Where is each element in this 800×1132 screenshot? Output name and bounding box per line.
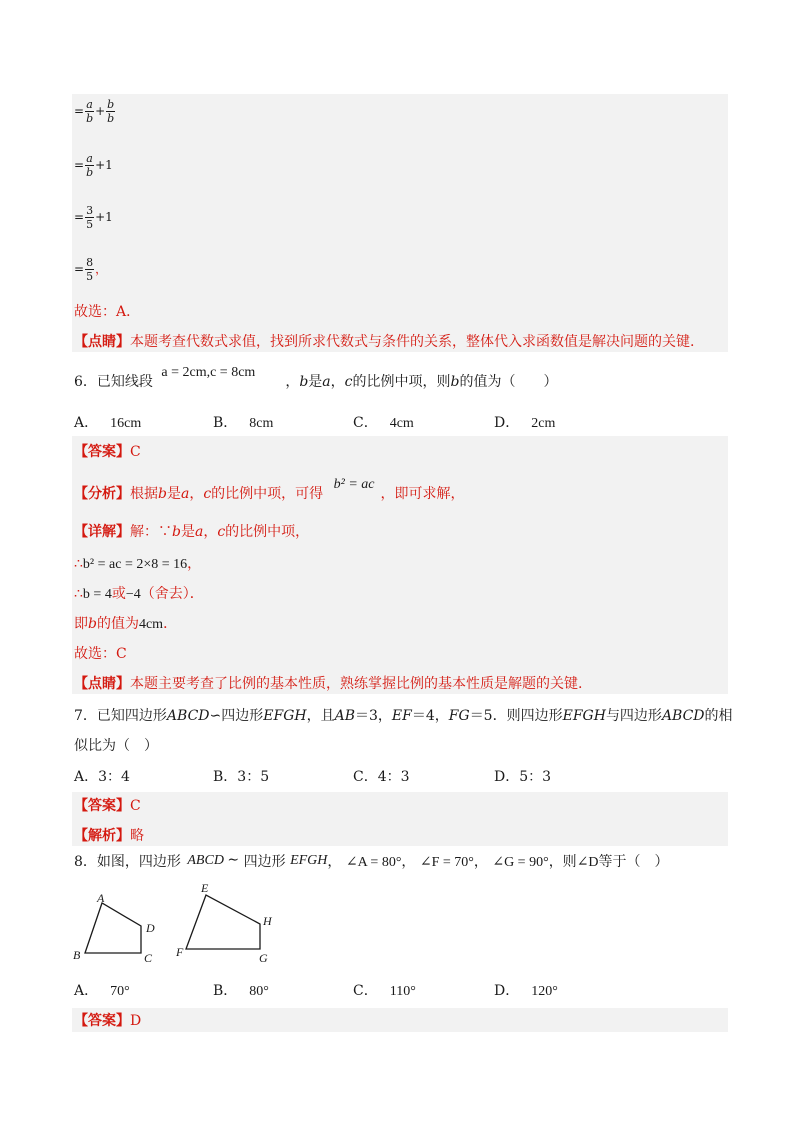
q8-option-a[interactable]: A． 70° xyxy=(74,983,130,999)
given-values: a = 2cm,c = 8cm xyxy=(161,365,256,380)
q7-analysis: 【解析】略 xyxy=(74,828,144,844)
q7-option-c[interactable]: C．4：3 xyxy=(353,769,410,785)
math-line-1: = $\frac{a}{b}$ + $\frac{b}{b}$ xyxy=(74,98,115,125)
q8-option-b[interactable]: B． 80° xyxy=(213,983,269,999)
q6-option-c[interactable]: C． 4cm xyxy=(353,415,414,431)
quad-abcd xyxy=(85,903,141,953)
choice-line: 故选：A． xyxy=(74,304,141,320)
label-b: B xyxy=(73,948,81,962)
q7-option-d[interactable]: D．5：3 xyxy=(494,769,552,785)
q8-answer: 【答案】D xyxy=(74,1013,142,1029)
question-7-line-1: 7．已知四边形ABCD∽四边形EFGH，且AB＝3，EF＝4，FG＝5．则四边形EFGH与四边形ABCD的相 xyxy=(74,708,733,724)
quad-efgh xyxy=(186,895,260,949)
q6-option-b[interactable]: B． 8cm xyxy=(213,415,274,431)
q8-option-c[interactable]: C． 110° xyxy=(353,983,416,999)
label-h: H xyxy=(263,914,272,928)
label-a: A xyxy=(97,891,105,905)
q6-choice: 故选：C xyxy=(74,646,127,662)
question-8: 8．如图，四边形 ABCD ∼ 四边形 EFGH， ∠A = 80°， ∠F = 70°， ∠G = 90°，则∠D等于（ ） xyxy=(74,853,669,870)
dianjing-2: 【点睛】本题主要考查了比例的基本性质，熟练掌握比例的基本性质是解题的关键. xyxy=(74,676,583,692)
math-line-2: = $\frac{a}{b}$ +1 xyxy=(74,152,113,179)
math-line-3: = $\frac{3}{5}$ +1 xyxy=(74,204,113,231)
q7-answer: 【答案】C xyxy=(74,798,141,814)
q6-detail: 【详解】解：∵b是a，c的比例中项， xyxy=(74,524,310,540)
q6-option-a[interactable]: A． 16cm xyxy=(74,415,142,431)
label-g: G xyxy=(259,951,268,965)
q6-option-d[interactable]: D． 2cm xyxy=(494,415,556,431)
q6-step-2: ∴b = 4或−4（舍去）． xyxy=(74,586,204,602)
solution-block-q8 xyxy=(72,1008,728,1032)
label-e: E xyxy=(201,881,209,895)
solution-block-q7 xyxy=(72,792,728,846)
q6-step-3: 即b的值为4cm． xyxy=(74,616,178,632)
solution-block-prev xyxy=(72,94,728,352)
q8-option-d[interactable]: D． 120° xyxy=(494,983,558,999)
label-f: F xyxy=(176,945,184,959)
label-c: C xyxy=(144,951,153,965)
q7-option-a[interactable]: A．3：4 xyxy=(74,769,130,785)
question-7-line-2: 似比为（ ） xyxy=(74,738,158,754)
question-6: 6．已知线段 a = 2cm,c = 8cm，b是a，c的比例中项，则b的值为（ ） xyxy=(74,365,558,390)
q6-analysis: 【分析】根据b是a，c的比例中项，可得 b² = ac，即可求解， xyxy=(74,477,465,502)
math-line-4: = $\frac{8}{5}$ ， xyxy=(74,256,108,283)
dianjing-1: 【点睛】本题考查代数式求值，找到所求代数式与条件的关系，整体代入求函数值是解决问题的关键. xyxy=(74,334,695,350)
q6-step-1: ∴b² = ac = 2×8 = 16， xyxy=(74,556,202,572)
q6-answer: 【答案】C xyxy=(74,444,141,460)
label-d: D xyxy=(146,921,155,935)
q7-option-b[interactable]: B．3：5 xyxy=(213,769,270,785)
